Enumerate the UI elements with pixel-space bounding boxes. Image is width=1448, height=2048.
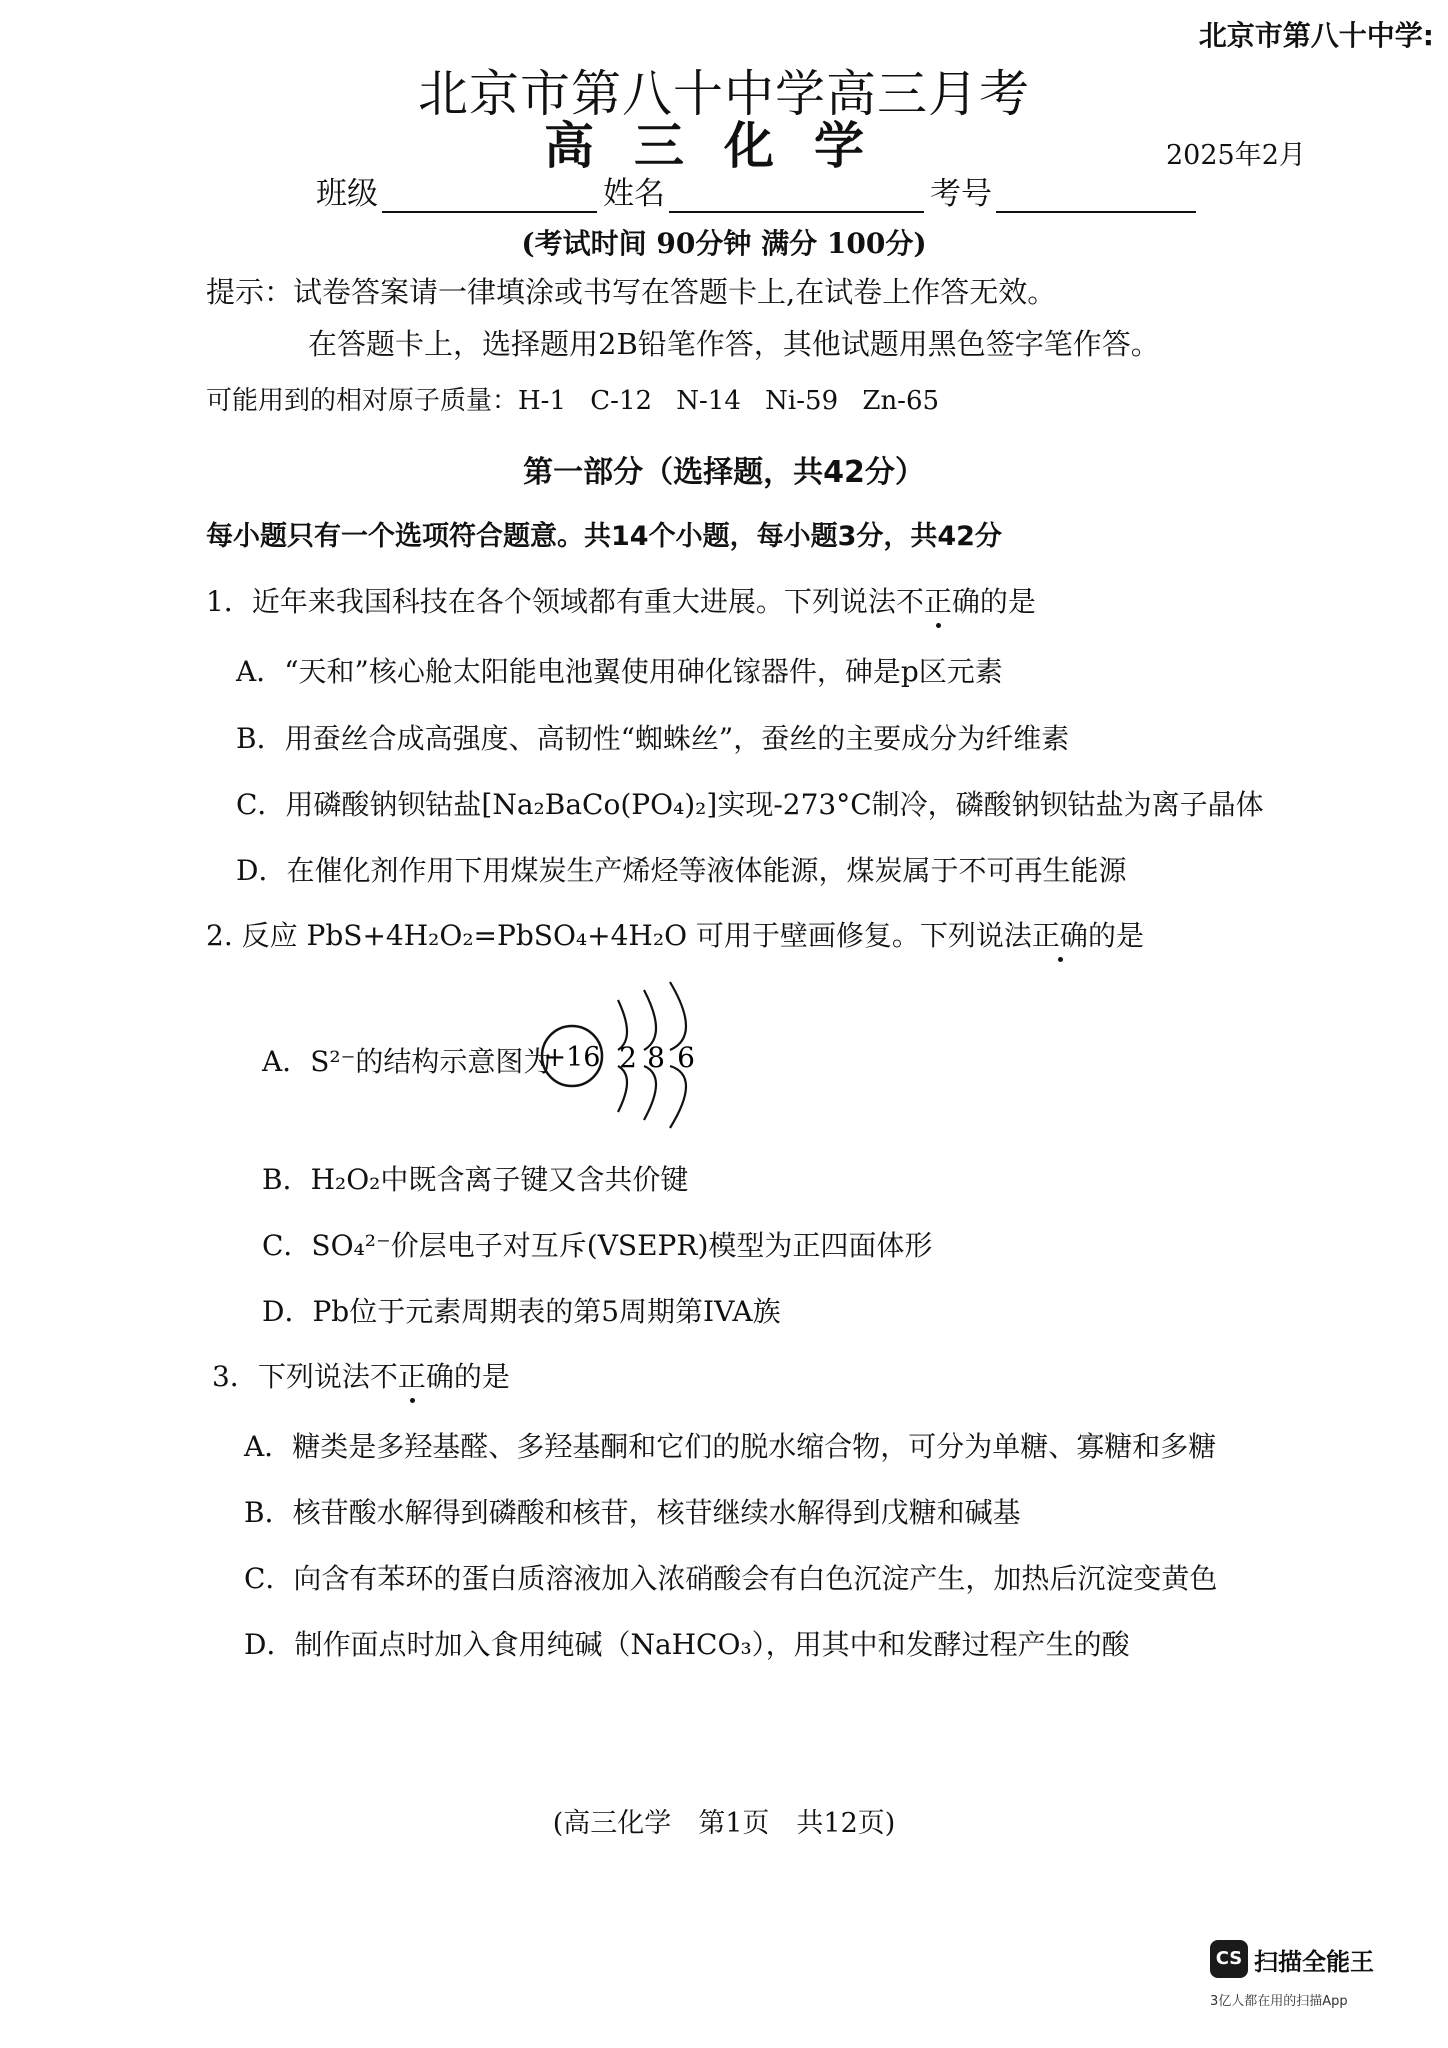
sulfide-ion-structure-diagram — [536, 980, 736, 1130]
scanner-watermark — [1210, 1940, 1374, 1978]
q1-stem-emphasis: 不正确 — [896, 580, 980, 620]
corner-school-label: 北京市第八十中学: — [1198, 19, 1434, 52]
q3-stem-pre: 3．下列说法 — [212, 1360, 370, 1393]
scanner-name: 扫描全能王 — [1254, 1947, 1374, 1976]
q2-stem-pre: 2. 反应 PbS+4H₂O₂=PbSO₄+4H₂O 可用于壁画修复。下列说法 — [206, 919, 1032, 952]
shell-3-electrons: 6 — [677, 1041, 695, 1074]
q3-stem — [212, 1355, 510, 1395]
q3-option-c: C．向含有苯环的蛋白质溶液加入浓硝酸会有白色沉淀产生，加热后沉淀变黄色 — [244, 1562, 1218, 1595]
id-label: 考号 — [930, 176, 992, 212]
exam-subject: 高三化学 — [544, 117, 904, 175]
shell-3-arc-bottom — [670, 1066, 686, 1128]
part1-instructions: 每小题只有一个选项符合题意。共14个小题，每小题3分，共42分 — [206, 521, 1002, 552]
shell-2-electrons: 8 — [647, 1041, 665, 1074]
q1-stem-post: 的是 — [979, 585, 1036, 618]
shell-2-arc-bottom — [644, 1066, 656, 1120]
exam-title: 北京市第八十中学高三月考 — [418, 65, 1030, 123]
q2-stem — [206, 914, 1144, 954]
part1-title: 第一部分（选择题，共42分） — [523, 455, 925, 490]
q1-option-a: A．“天和”核心舱太阳能电池翼使用砷化镓器件，砷是p区元素 — [236, 655, 1003, 688]
q1-stem-pre: 1．近年来我国科技在各个领域都有重大进展。下列说法 — [206, 585, 896, 618]
q1-option-b: B．用蚕丝合成高强度、高韧性“蜘蛛丝”，蚕丝的主要成分为纤维素 — [236, 722, 1070, 755]
exam-date: 2025年2月 — [1166, 140, 1306, 171]
q2-option-d: D．Pb位于元素周期表的第5周期第IVA族 — [262, 1295, 781, 1328]
atomic-masses: 可能用到的相对原子质量：H-1 C-12 N-14 Ni-59 Zn-65 — [206, 386, 940, 416]
q3-option-b: B．核苷酸水解得到磷酸和核苷，核苷继续水解得到戊糖和碱基 — [244, 1496, 1021, 1529]
q3-option-a: A．糖类是多羟基醛、多羟基酮和它们的脱水缩合物，可分为单糖、寡糖和多糖 — [244, 1430, 1217, 1463]
q2-stem-emphasis: 正确 — [1032, 914, 1088, 954]
nucleus-charge: +16 — [543, 1042, 601, 1073]
q3-stem-post: 的是 — [453, 1360, 510, 1393]
shell-1-electrons: 2 — [619, 1041, 637, 1074]
exam-time: (考试时间 90分钟 满分 100分) — [521, 227, 927, 260]
page-footer: (高三化学 第1页 共12页) — [552, 1808, 896, 1839]
scanner-logo-icon: CS — [1210, 1940, 1248, 1978]
name-blank[interactable] — [669, 181, 924, 213]
q2-option-b: B．H₂O₂中既含离子键又含共价键 — [262, 1163, 689, 1196]
q3-stem-emphasis: 不正确 — [370, 1355, 454, 1395]
q1-option-d: D．在催化剂作用下用煤炭生产烯烃等液体能源，煤炭属于不可再生能源 — [236, 854, 1127, 887]
q2-option-a: A．S²⁻的结构示意图为 — [262, 1045, 552, 1078]
q2-stem-post: 的是 — [1087, 919, 1144, 952]
q3-option-d: D．制作面点时加入食用纯碱（NaHCO₃），用其中和发酵过程产生的酸 — [244, 1628, 1130, 1661]
q2-option-c: C．SO₄²⁻价层电子对互斥(VSEPR)模型为正四面体形 — [262, 1229, 933, 1262]
scanner-slogan: 3亿人都在用的扫描App — [1210, 1994, 1348, 2009]
class-label: 班级 — [316, 176, 378, 212]
tip-line-2: 在答题卡上，选择题用2B铅笔作答，其他试题用黑色签字笔作答。 — [308, 327, 1160, 361]
q1-option-c: C．用磷酸钠钡钴盐[Na₂BaCo(PO₄)₂]实现-273°C制冷，磷酸钠钡钴盐为离子晶体 — [236, 788, 1264, 821]
student-info-line — [316, 168, 1202, 213]
tip-line-1: 提示：试卷答案请一律填涂或书写在答题卡上,在试卷上作答无效。 — [206, 275, 1057, 309]
shell-3-arc-top — [670, 982, 686, 1050]
q1-stem — [206, 580, 1036, 620]
class-blank[interactable] — [382, 181, 597, 213]
name-label: 姓名 — [603, 176, 665, 212]
id-blank[interactable] — [996, 181, 1196, 213]
